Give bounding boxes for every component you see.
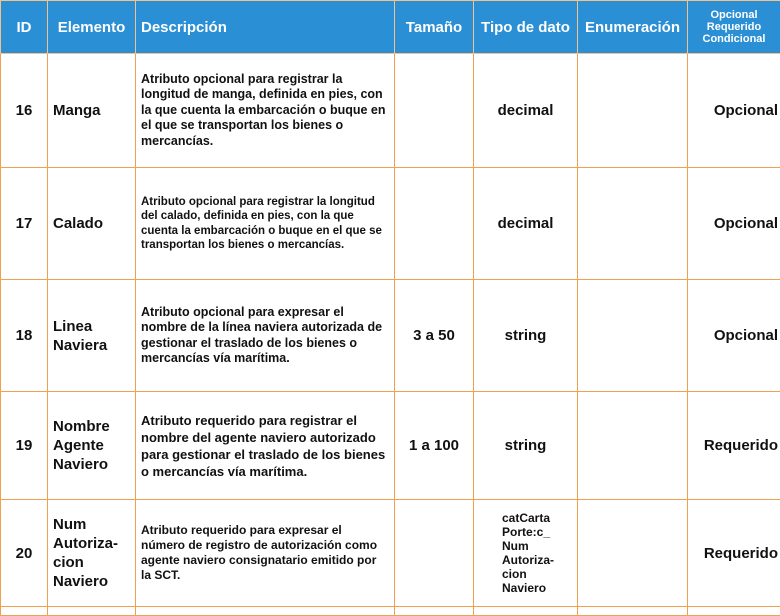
cell-element: Num Autoriza-cion Naviero xyxy=(48,500,136,607)
cell-enum xyxy=(578,392,688,500)
cell-requirement: Requerido xyxy=(688,500,780,607)
cell-type: catCarta Porte:c_ Num Autoriza-cion Naviero xyxy=(474,500,578,607)
cell-size xyxy=(395,500,474,607)
table-row xyxy=(1,500,780,607)
table-row xyxy=(1,280,780,392)
cell-size: 3 a 50 xyxy=(395,280,474,392)
cell-enum xyxy=(578,54,688,168)
cell-requirement: Opcional xyxy=(688,168,780,280)
cell-description: Atributo requerido para registrar el nombre del agente naviero autorizado para gestionar el traslado de los bienes o mercancías vía marítima. xyxy=(136,392,395,500)
cell-type: decimal xyxy=(474,54,578,168)
table-row xyxy=(1,392,780,500)
table-row xyxy=(1,54,780,168)
cell-empty xyxy=(474,607,578,616)
header-type: Tipo de dato xyxy=(474,1,578,54)
cell-requirement: Opcional xyxy=(688,280,780,392)
cell-enum xyxy=(578,280,688,392)
cell-description: Atributo opcional para registrar la longitud del calado, definida en pies, con la que cuenta la embarcación o buque en el que se transportan los bienes o mercancías. xyxy=(136,168,395,280)
cell-element: Nombre Agente Naviero xyxy=(48,392,136,500)
table-row xyxy=(1,168,780,280)
cell-size xyxy=(395,168,474,280)
cell-id: 16 xyxy=(1,54,48,168)
header-element: Elemento xyxy=(48,1,136,54)
cell-type: decimal xyxy=(474,168,578,280)
header-description: Descripción xyxy=(136,1,395,54)
cell-enum xyxy=(578,500,688,607)
header-id: ID xyxy=(1,1,48,54)
cell-type: string xyxy=(474,392,578,500)
cell-size xyxy=(395,54,474,168)
cell-empty xyxy=(395,607,474,616)
cell-size: 1 a 100 xyxy=(395,392,474,500)
cell-type: string xyxy=(474,280,578,392)
cell-empty xyxy=(48,607,136,616)
cell-id: 19 xyxy=(1,392,48,500)
cell-element: Manga xyxy=(48,54,136,168)
cell-id: 18 xyxy=(1,280,48,392)
cell-empty xyxy=(136,607,395,616)
cell-description: Atributo requerido para expresar el número de registro de autorización como agente naviero consignatario emitido por la SCT. xyxy=(136,500,395,607)
cell-enum xyxy=(578,168,688,280)
table-row-partial xyxy=(1,607,780,616)
header-enum: Enumeración xyxy=(578,1,688,54)
cell-id: 17 xyxy=(1,168,48,280)
header-row xyxy=(1,1,780,54)
cell-element: Linea Naviera xyxy=(48,280,136,392)
cell-empty xyxy=(578,607,688,616)
cell-empty xyxy=(688,607,780,616)
header-requirement: Opcional Requerido Condicional xyxy=(688,1,780,54)
cell-description: Atributo opcional para expresar el nombre de la línea naviera autorizada de gestionar el traslado de los bienes o mercancías vía marítima. xyxy=(136,280,395,392)
cell-empty xyxy=(1,607,48,616)
cell-requirement: Requerido xyxy=(688,392,780,500)
cell-element: Calado xyxy=(48,168,136,280)
cell-id: 20 xyxy=(1,500,48,607)
cell-description: Atributo opcional para registrar la longitud de manga, definida en pies, con la que cuenta la embarcación o buque en el que se transportan los bienes o mercancías. xyxy=(136,54,395,168)
header-size: Tamaño xyxy=(395,1,474,54)
cell-requirement: Opcional xyxy=(688,54,780,168)
